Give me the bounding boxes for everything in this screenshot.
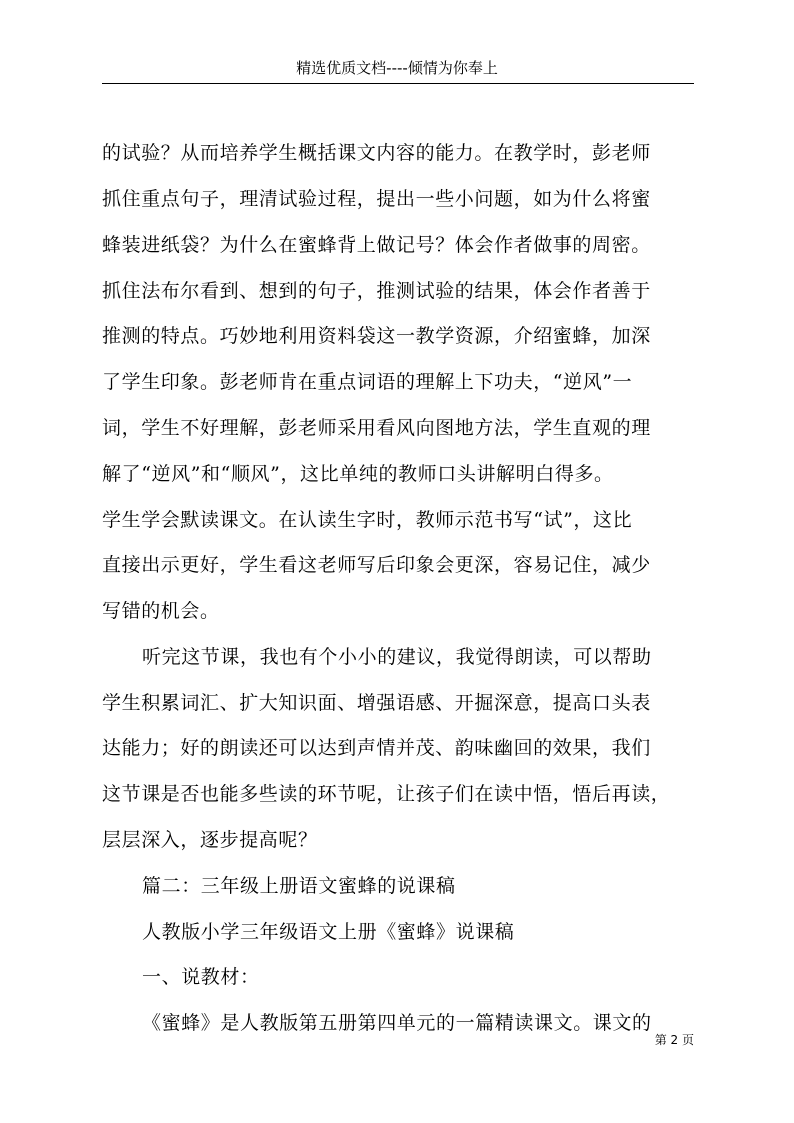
body-line-3: 蜂装进纸袋？为什么在蜜蜂背上做记号？体会作者做事的周密。 xyxy=(102,234,651,256)
page-number: 第 2 页 xyxy=(654,1033,694,1047)
body-line-4: 抓住法布尔看到、想到的句子，推测试验的结果，体会作者善于 xyxy=(102,280,651,302)
body-line-12: 听完这节课，我也有个小小的建议，我觉得朗读，可以帮助 xyxy=(142,646,652,668)
body-line-10: 直接出示更好，学生看这老师写后印象会更深，容易记住，减少 xyxy=(102,554,651,576)
body-line-5: 推测的特点。巧妙地利用资料袋这一教学资源，介绍蜜蜂，加深 xyxy=(102,325,651,347)
subsection-heading: 一、说教材： xyxy=(142,966,260,988)
body-line-6: 了学生印象。彭老师肯在重点词语的理解上下功夫，“逆风”一 xyxy=(102,371,633,393)
body-line-14: 达能力；好的朗读还可以达到声情并茂、韵味幽回的效果，我们 xyxy=(102,737,651,759)
body-line-20: 《蜜蜂》是人教版第五册第四单元的一篇精读课文。课文的 xyxy=(142,1012,652,1034)
body-line-1: 的试验？从而培养学生概括课文内容的能力。在教学时，彭老师 xyxy=(102,142,651,164)
body-line-7: 词，学生不好理解，彭老师采用看风向图地方法，学生直观的理 xyxy=(102,417,651,439)
section-subtitle: 人教版小学三年级语文上册《蜜蜂》说课稿 xyxy=(142,921,515,943)
page-header-title: 精选优质文档----倾情为你奉上 xyxy=(296,59,498,77)
body-line-9: 学生学会默读课文。在认读生字时，教师示范书写“试”，这比 xyxy=(102,509,633,531)
body-line-13: 学生积累词汇、扩大知识面、增强语感、开掘深意，提高口头表 xyxy=(102,692,651,714)
body-line-15: 这节课是否也能多些读的环节呢，让孩子们在读中悟，悟后再读， xyxy=(102,783,671,805)
body-line-8: 解了“逆风”和“顺风”，这比单纯的教师口头讲解明白得多。 xyxy=(102,463,614,485)
body-line-16: 层层深入，逐步提高呢？ xyxy=(102,829,318,851)
body-line-11: 写错的机会。 xyxy=(102,600,220,622)
header-divider xyxy=(102,83,694,84)
body-line-2: 抓住重点句子，理清试验过程，提出一些小问题，如为什么将蜜 xyxy=(102,188,651,210)
section-heading: 篇二：三年级上册语文蜜蜂的说课稿 xyxy=(142,875,456,897)
